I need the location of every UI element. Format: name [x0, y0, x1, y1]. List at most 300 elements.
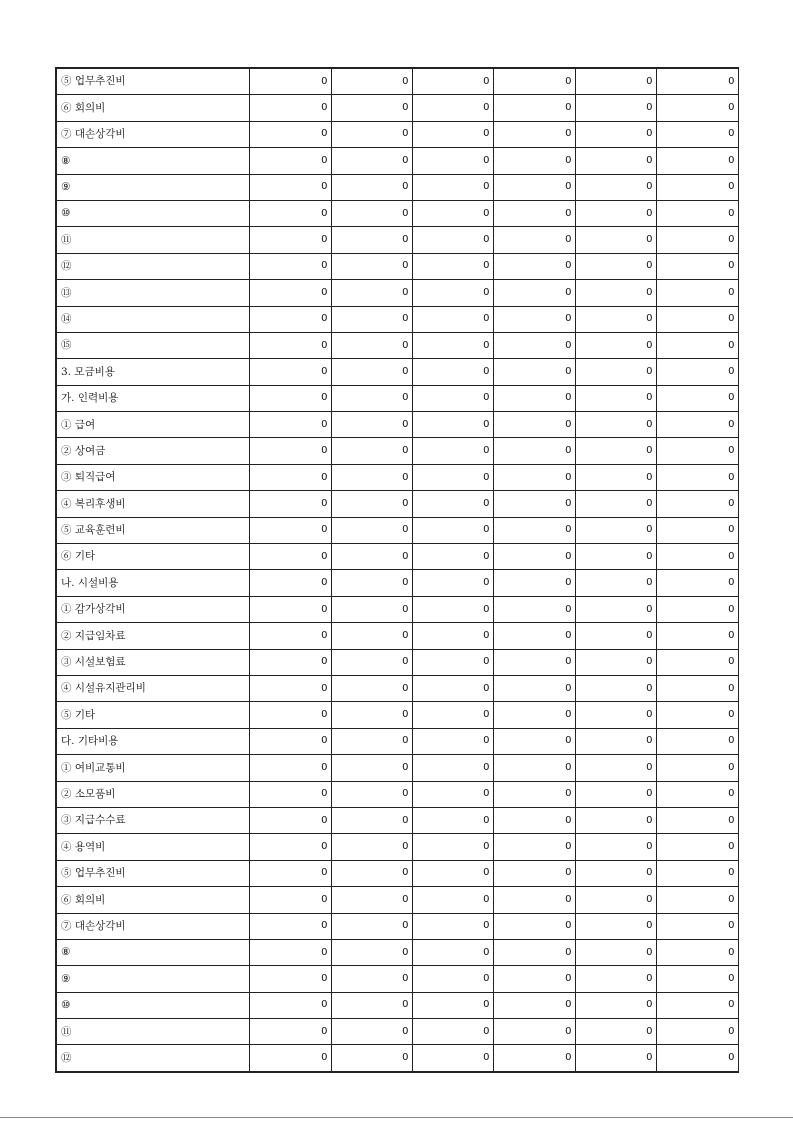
row-label: ⑪	[56, 1019, 249, 1045]
amount-cell: 0	[656, 807, 738, 833]
amount-cell: 0	[575, 781, 656, 807]
row-label: 다. 기타비용	[56, 728, 249, 754]
row-label: ④ 복리후생비	[56, 491, 249, 517]
amount-cell: 0	[249, 755, 331, 781]
amount-cell: 0	[412, 544, 493, 570]
amount-cell: 0	[412, 755, 493, 781]
amount-cell: 0	[493, 438, 575, 464]
amount-cell: 0	[575, 860, 656, 886]
amount-cell: 0	[331, 68, 412, 95]
amount-cell: 0	[575, 200, 656, 226]
amount-cell: 0	[331, 834, 412, 860]
amount-cell: 0	[575, 623, 656, 649]
amount-cell: 0	[412, 200, 493, 226]
table-row	[56, 438, 738, 464]
amount-cell: 0	[249, 174, 331, 200]
table-row	[56, 649, 738, 675]
amount-cell: 0	[249, 702, 331, 728]
amount-cell: 0	[412, 887, 493, 913]
amount-cell: 0	[493, 517, 575, 543]
amount-cell: 0	[249, 913, 331, 939]
row-label: ① 급여	[56, 412, 249, 438]
amount-cell: 0	[493, 596, 575, 622]
table-row	[56, 359, 738, 385]
page-bottom-rule	[0, 1117, 793, 1118]
amount-cell: 0	[412, 491, 493, 517]
amount-cell: 0	[493, 860, 575, 886]
table-row	[56, 95, 738, 121]
amount-cell: 0	[575, 1045, 656, 1072]
amount-cell: 0	[412, 966, 493, 992]
table-row	[56, 570, 738, 596]
amount-cell: 0	[493, 68, 575, 95]
row-label: ① 감가상각비	[56, 596, 249, 622]
table-row	[56, 148, 738, 174]
amount-cell: 0	[575, 939, 656, 965]
table-row	[56, 385, 738, 411]
row-label: ⑥ 기타	[56, 544, 249, 570]
row-label: ⑨	[56, 966, 249, 992]
amount-cell: 0	[331, 438, 412, 464]
row-label: ⑧	[56, 939, 249, 965]
amount-cell: 0	[249, 200, 331, 226]
row-label: ⑦ 대손상각비	[56, 913, 249, 939]
table-row	[56, 966, 738, 992]
amount-cell: 0	[331, 491, 412, 517]
amount-cell: 0	[331, 913, 412, 939]
table-row	[56, 675, 738, 701]
row-label: ⑫	[56, 1045, 249, 1072]
amount-cell: 0	[249, 148, 331, 174]
amount-cell: 0	[575, 464, 656, 490]
amount-cell: 0	[249, 596, 331, 622]
table-row	[56, 412, 738, 438]
amount-cell: 0	[249, 491, 331, 517]
amount-cell: 0	[249, 939, 331, 965]
amount-cell: 0	[493, 174, 575, 200]
amount-cell: 0	[412, 702, 493, 728]
table-row	[56, 517, 738, 543]
amount-cell: 0	[412, 332, 493, 358]
amount-cell: 0	[575, 913, 656, 939]
amount-cell: 0	[331, 887, 412, 913]
amount-cell: 0	[575, 728, 656, 754]
amount-cell: 0	[493, 200, 575, 226]
table-row	[56, 121, 738, 147]
expense-ledger-table	[55, 67, 739, 1073]
amount-cell: 0	[575, 702, 656, 728]
amount-cell: 0	[656, 913, 738, 939]
amount-cell: 0	[249, 1045, 331, 1072]
amount-cell: 0	[575, 755, 656, 781]
amount-cell: 0	[575, 306, 656, 332]
amount-cell: 0	[493, 702, 575, 728]
amount-cell: 0	[656, 517, 738, 543]
row-label: ① 여비교통비	[56, 755, 249, 781]
amount-cell: 0	[493, 623, 575, 649]
amount-cell: 0	[331, 755, 412, 781]
amount-cell: 0	[249, 675, 331, 701]
row-label: ③ 퇴직급여	[56, 464, 249, 490]
row-label: ③ 지급수수료	[56, 807, 249, 833]
amount-cell: 0	[656, 834, 738, 860]
amount-cell: 0	[493, 834, 575, 860]
amount-cell: 0	[412, 596, 493, 622]
row-label: ⑤ 교육훈련비	[56, 517, 249, 543]
amount-cell: 0	[575, 359, 656, 385]
row-label: ⑪	[56, 227, 249, 253]
amount-cell: 0	[656, 280, 738, 306]
amount-cell: 0	[249, 1019, 331, 1045]
amount-cell: 0	[331, 412, 412, 438]
table-row	[56, 280, 738, 306]
table-row	[56, 68, 738, 95]
amount-cell: 0	[412, 728, 493, 754]
amount-cell: 0	[412, 860, 493, 886]
amount-cell: 0	[249, 332, 331, 358]
amount-cell: 0	[575, 675, 656, 701]
amount-cell: 0	[656, 174, 738, 200]
table-row	[56, 306, 738, 332]
amount-cell: 0	[249, 570, 331, 596]
amount-cell: 0	[493, 1045, 575, 1072]
row-label: ⑮	[56, 332, 249, 358]
amount-cell: 0	[249, 649, 331, 675]
amount-cell: 0	[412, 385, 493, 411]
amount-cell: 0	[656, 332, 738, 358]
amount-cell: 0	[249, 517, 331, 543]
table-row	[56, 623, 738, 649]
amount-cell: 0	[249, 253, 331, 279]
amount-cell: 0	[575, 649, 656, 675]
amount-cell: 0	[656, 702, 738, 728]
amount-cell: 0	[412, 306, 493, 332]
amount-cell: 0	[656, 385, 738, 411]
amount-cell: 0	[331, 1019, 412, 1045]
amount-cell: 0	[412, 781, 493, 807]
amount-cell: 0	[331, 544, 412, 570]
amount-cell: 0	[249, 385, 331, 411]
amount-cell: 0	[656, 306, 738, 332]
table-row	[56, 807, 738, 833]
ledger-page	[55, 67, 737, 1073]
amount-cell: 0	[575, 966, 656, 992]
amount-cell: 0	[331, 1045, 412, 1072]
amount-cell: 0	[656, 253, 738, 279]
amount-cell: 0	[493, 728, 575, 754]
amount-cell: 0	[493, 306, 575, 332]
table-row	[56, 755, 738, 781]
table-row	[56, 174, 738, 200]
amount-cell: 0	[412, 1019, 493, 1045]
amount-cell: 0	[656, 464, 738, 490]
amount-cell: 0	[656, 781, 738, 807]
row-label: ⑫	[56, 253, 249, 279]
amount-cell: 0	[412, 95, 493, 121]
amount-cell: 0	[412, 121, 493, 147]
amount-cell: 0	[493, 781, 575, 807]
amount-cell: 0	[493, 359, 575, 385]
amount-cell: 0	[412, 253, 493, 279]
amount-cell: 0	[331, 992, 412, 1018]
amount-cell: 0	[493, 412, 575, 438]
row-label: ③ 시설보험료	[56, 649, 249, 675]
table-row	[56, 491, 738, 517]
amount-cell: 0	[493, 992, 575, 1018]
amount-cell: 0	[249, 95, 331, 121]
row-label: ⑦ 대손상각비	[56, 121, 249, 147]
amount-cell: 0	[412, 1045, 493, 1072]
amount-cell: 0	[412, 280, 493, 306]
amount-cell: 0	[331, 200, 412, 226]
amount-cell: 0	[331, 306, 412, 332]
amount-cell: 0	[656, 200, 738, 226]
amount-cell: 0	[656, 675, 738, 701]
amount-cell: 0	[331, 121, 412, 147]
amount-cell: 0	[493, 913, 575, 939]
amount-cell: 0	[331, 939, 412, 965]
amount-cell: 0	[575, 385, 656, 411]
amount-cell: 0	[656, 596, 738, 622]
amount-cell: 0	[249, 359, 331, 385]
table-row	[56, 253, 738, 279]
amount-cell: 0	[493, 1019, 575, 1045]
amount-cell: 0	[656, 227, 738, 253]
table-row	[56, 992, 738, 1018]
amount-cell: 0	[493, 570, 575, 596]
amount-cell: 0	[331, 280, 412, 306]
amount-cell: 0	[493, 649, 575, 675]
row-label: ② 상여금	[56, 438, 249, 464]
amount-cell: 0	[656, 148, 738, 174]
amount-cell: 0	[575, 438, 656, 464]
amount-cell: 0	[249, 887, 331, 913]
row-label: ④ 시설유지관리비	[56, 675, 249, 701]
amount-cell: 0	[412, 939, 493, 965]
amount-cell: 0	[249, 544, 331, 570]
amount-cell: 0	[493, 95, 575, 121]
amount-cell: 0	[656, 1019, 738, 1045]
amount-cell: 0	[331, 253, 412, 279]
amount-cell: 0	[656, 438, 738, 464]
row-label: ⑭	[56, 306, 249, 332]
amount-cell: 0	[493, 966, 575, 992]
amount-cell: 0	[656, 68, 738, 95]
amount-cell: 0	[493, 385, 575, 411]
amount-cell: 0	[331, 385, 412, 411]
ledger-body	[56, 68, 738, 1072]
amount-cell: 0	[412, 227, 493, 253]
amount-cell: 0	[575, 807, 656, 833]
amount-cell: 0	[412, 464, 493, 490]
row-label: ⑥ 회의비	[56, 887, 249, 913]
amount-cell: 0	[331, 596, 412, 622]
table-row	[56, 702, 738, 728]
row-label: ⑧	[56, 148, 249, 174]
amount-cell: 0	[575, 596, 656, 622]
amount-cell: 0	[656, 570, 738, 596]
amount-cell: 0	[656, 623, 738, 649]
amount-cell: 0	[656, 1045, 738, 1072]
table-row	[56, 728, 738, 754]
amount-cell: 0	[249, 807, 331, 833]
amount-cell: 0	[575, 570, 656, 596]
amount-cell: 0	[331, 807, 412, 833]
amount-cell: 0	[412, 675, 493, 701]
amount-cell: 0	[493, 227, 575, 253]
amount-cell: 0	[656, 491, 738, 517]
amount-cell: 0	[493, 253, 575, 279]
amount-cell: 0	[493, 491, 575, 517]
amount-cell: 0	[575, 491, 656, 517]
table-row	[56, 227, 738, 253]
amount-cell: 0	[656, 95, 738, 121]
amount-cell: 0	[493, 148, 575, 174]
table-row	[56, 464, 738, 490]
amount-cell: 0	[249, 68, 331, 95]
row-label: ⑨	[56, 174, 249, 200]
amount-cell: 0	[493, 464, 575, 490]
row-label: ⑬	[56, 280, 249, 306]
row-label: ⑩	[56, 992, 249, 1018]
amount-cell: 0	[575, 517, 656, 543]
amount-cell: 0	[412, 649, 493, 675]
amount-cell: 0	[412, 148, 493, 174]
amount-cell: 0	[656, 966, 738, 992]
table-row	[56, 596, 738, 622]
amount-cell: 0	[656, 992, 738, 1018]
amount-cell: 0	[331, 359, 412, 385]
amount-cell: 0	[575, 148, 656, 174]
amount-cell: 0	[249, 280, 331, 306]
amount-cell: 0	[575, 280, 656, 306]
amount-cell: 0	[331, 728, 412, 754]
table-row	[56, 1019, 738, 1045]
amount-cell: 0	[331, 675, 412, 701]
row-label: ② 소모품비	[56, 781, 249, 807]
amount-cell: 0	[331, 570, 412, 596]
amount-cell: 0	[493, 755, 575, 781]
amount-cell: 0	[656, 544, 738, 570]
amount-cell: 0	[249, 306, 331, 332]
table-row	[56, 834, 738, 860]
amount-cell: 0	[249, 860, 331, 886]
amount-cell: 0	[493, 544, 575, 570]
amount-cell: 0	[331, 517, 412, 543]
amount-cell: 0	[412, 570, 493, 596]
amount-cell: 0	[412, 174, 493, 200]
amount-cell: 0	[331, 781, 412, 807]
amount-cell: 0	[249, 464, 331, 490]
row-label: 나. 시설비용	[56, 570, 249, 596]
amount-cell: 0	[656, 359, 738, 385]
amount-cell: 0	[412, 992, 493, 1018]
amount-cell: 0	[249, 623, 331, 649]
table-row	[56, 332, 738, 358]
amount-cell: 0	[412, 359, 493, 385]
table-row	[56, 1045, 738, 1072]
table-row	[56, 913, 738, 939]
amount-cell: 0	[331, 860, 412, 886]
amount-cell: 0	[493, 807, 575, 833]
amount-cell: 0	[249, 121, 331, 147]
amount-cell: 0	[412, 623, 493, 649]
row-label: ⑥ 회의비	[56, 95, 249, 121]
table-row	[56, 887, 738, 913]
amount-cell: 0	[412, 412, 493, 438]
row-label: ⑩	[56, 200, 249, 226]
amount-cell: 0	[249, 412, 331, 438]
amount-cell: 0	[575, 332, 656, 358]
amount-cell: 0	[331, 649, 412, 675]
row-label: ⑤ 기타	[56, 702, 249, 728]
amount-cell: 0	[493, 332, 575, 358]
amount-cell: 0	[575, 887, 656, 913]
amount-cell: 0	[249, 728, 331, 754]
amount-cell: 0	[331, 464, 412, 490]
amount-cell: 0	[493, 939, 575, 965]
amount-cell: 0	[575, 834, 656, 860]
amount-cell: 0	[656, 755, 738, 781]
amount-cell: 0	[412, 834, 493, 860]
row-label: ⑤ 업무추진비	[56, 68, 249, 95]
amount-cell: 0	[656, 649, 738, 675]
amount-cell: 0	[331, 95, 412, 121]
amount-cell: 0	[493, 280, 575, 306]
amount-cell: 0	[656, 728, 738, 754]
table-row	[56, 200, 738, 226]
amount-cell: 0	[656, 860, 738, 886]
amount-cell: 0	[575, 174, 656, 200]
row-label: 3. 모금비용	[56, 359, 249, 385]
amount-cell: 0	[656, 887, 738, 913]
amount-cell: 0	[575, 253, 656, 279]
row-label: ④ 용역비	[56, 834, 249, 860]
table-row	[56, 860, 738, 886]
amount-cell: 0	[412, 438, 493, 464]
amount-cell: 0	[331, 227, 412, 253]
amount-cell: 0	[493, 887, 575, 913]
amount-cell: 0	[575, 992, 656, 1018]
row-label: ⑤ 업무추진비	[56, 860, 249, 886]
amount-cell: 0	[412, 517, 493, 543]
amount-cell: 0	[575, 95, 656, 121]
amount-cell: 0	[656, 412, 738, 438]
row-label: 가. 인력비용	[56, 385, 249, 411]
amount-cell: 0	[412, 913, 493, 939]
table-row	[56, 939, 738, 965]
amount-cell: 0	[249, 781, 331, 807]
amount-cell: 0	[575, 544, 656, 570]
amount-cell: 0	[575, 412, 656, 438]
amount-cell: 0	[249, 227, 331, 253]
row-label: ② 지급임차료	[56, 623, 249, 649]
table-row	[56, 781, 738, 807]
amount-cell: 0	[249, 992, 331, 1018]
amount-cell: 0	[331, 702, 412, 728]
amount-cell: 0	[656, 939, 738, 965]
amount-cell: 0	[331, 966, 412, 992]
amount-cell: 0	[249, 438, 331, 464]
amount-cell: 0	[493, 675, 575, 701]
amount-cell: 0	[412, 807, 493, 833]
amount-cell: 0	[575, 227, 656, 253]
amount-cell: 0	[412, 68, 493, 95]
amount-cell: 0	[331, 148, 412, 174]
amount-cell: 0	[331, 332, 412, 358]
amount-cell: 0	[575, 68, 656, 95]
amount-cell: 0	[493, 121, 575, 147]
